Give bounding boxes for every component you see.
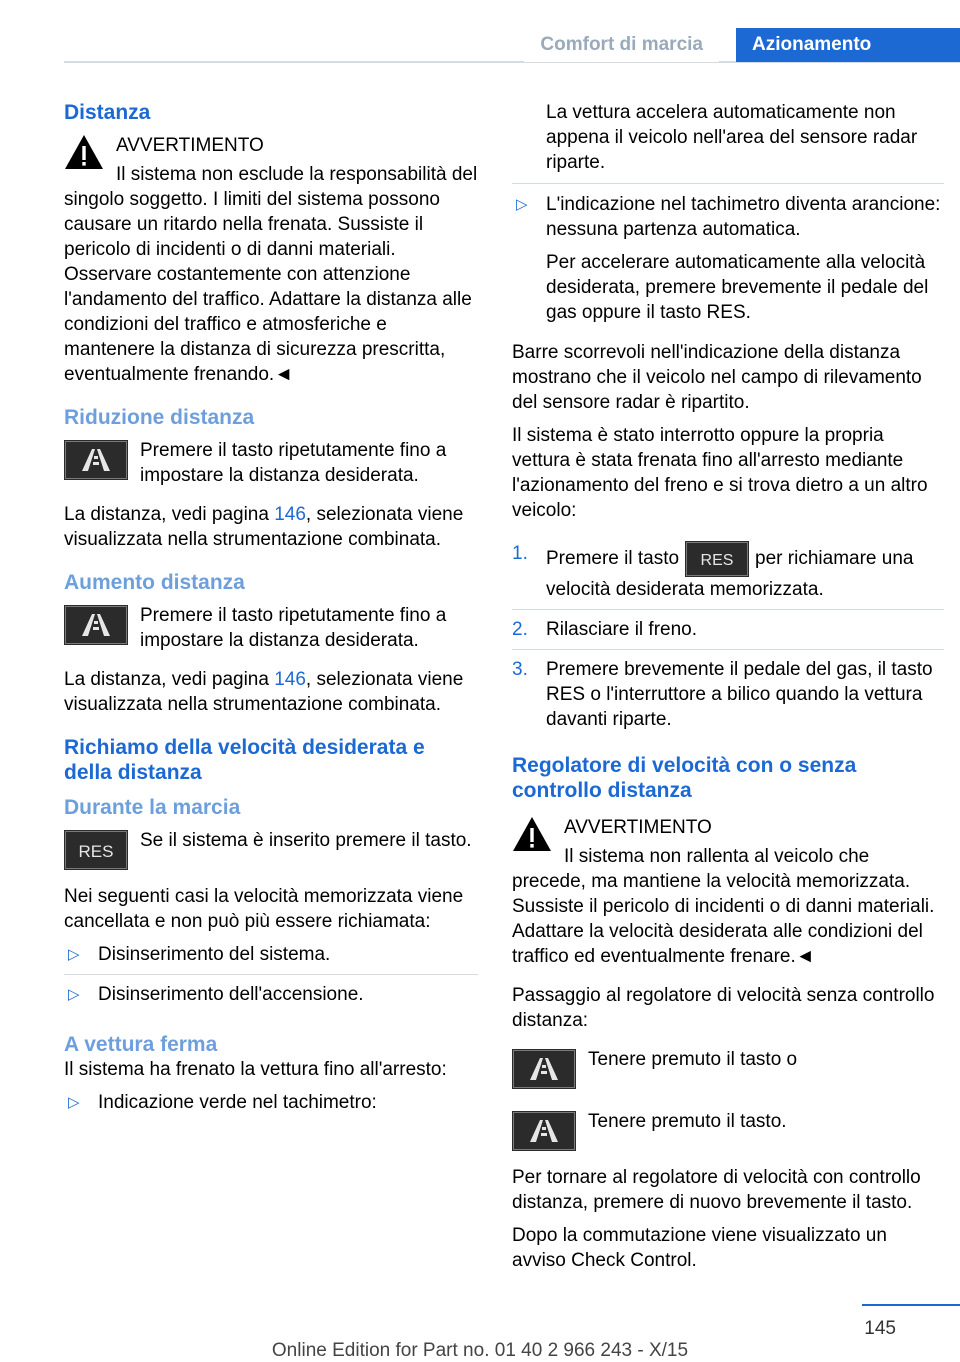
warning-block xyxy=(512,815,944,969)
step-text: per richiamare una velocità desiderata memorizzata. xyxy=(546,548,914,600)
warning-title: AVVERTIMENTO xyxy=(564,817,712,838)
heading-aumento: Aumento distanza xyxy=(64,571,245,594)
warning-title: AVVERTIMENTO xyxy=(116,135,264,156)
step-number: 1. xyxy=(512,543,528,564)
step-number: 2. xyxy=(512,619,528,640)
tenere-row-2 xyxy=(512,1109,944,1151)
res-button-label: RES xyxy=(78,842,114,861)
triangle-bullet-icon: ▷ xyxy=(516,196,528,213)
durante-text: Se il sistema è inserito premere il tasto. xyxy=(140,830,472,851)
steps-list xyxy=(512,541,944,739)
tachimetro-list xyxy=(512,192,944,332)
tenere-text-2: Tenere premuto il tasto. xyxy=(588,1111,787,1132)
warning-block xyxy=(64,133,478,387)
list-item-text: Indicazione verde nel tachimetro: xyxy=(98,1092,377,1113)
right-column xyxy=(512,100,944,1281)
distance-button-icon xyxy=(64,605,128,645)
heading-riduzione: Riduzione distanza xyxy=(64,406,255,429)
aumento-text: Premere il tasto ripetutamente fino a impostare la distanza desiderata. xyxy=(140,605,447,651)
aumento-note xyxy=(64,667,478,717)
triangle-bullet-icon: ▷ xyxy=(68,1094,80,1111)
page-link[interactable]: 146 xyxy=(274,669,306,690)
list-item xyxy=(512,617,944,650)
aumento-row xyxy=(64,603,478,653)
note-text: , selezionata viene visualizzata nella strumentazione combinata. xyxy=(64,504,464,550)
triangle-bullet-icon: ▷ xyxy=(68,946,80,963)
step-text: Rilasciare il freno. xyxy=(546,619,697,640)
interrotto-text: Il sistema è stato interrotto oppure la propria vettura è stata frenata fino all'arresto mediante l'azionamento del freno e si trova dietro a un altro veicolo: xyxy=(512,425,928,521)
page-link[interactable]: 146 xyxy=(274,504,306,525)
warning-icon xyxy=(512,815,552,855)
note-text: La distanza, vedi pagina xyxy=(64,504,275,525)
cases-intro: Nei seguenti casi la velocità memorizzata viene cancellata e non può più essere richiamata: xyxy=(64,886,464,932)
res-button-label: RES xyxy=(700,552,734,569)
note-text: La distanza, vedi pagina xyxy=(64,669,275,690)
triangle-bullet-icon: ▷ xyxy=(68,986,80,1003)
page-number: 145 xyxy=(864,1318,896,1339)
warning-text: Il sistema non rallenta al veicolo che precede, ma mantiene la velocità memorizzata. Sussiste il pericolo di incidenti o di danni materiali. Adattare la velocità desiderata alle condizioni del traffico ed eventualmente frenare.◄ xyxy=(512,846,935,967)
riduzione-note xyxy=(64,502,478,552)
step-text: Premere brevemente il pedale del gas, il tasto RES o l'interruttore a bilico quando la vettura davanti riparte. xyxy=(546,659,933,730)
heading-richiamo: Richiamo della velocità desiderata e della distanza xyxy=(64,736,425,784)
passaggio-text: Passaggio al regolatore di velocità senza controllo distanza: xyxy=(512,985,935,1031)
step-text: Premere il tasto xyxy=(546,548,680,570)
tenere-text-1: Tenere premuto il tasto o xyxy=(588,1049,798,1070)
list-item xyxy=(512,541,944,610)
res-button-icon xyxy=(685,541,749,577)
durante-row xyxy=(64,828,478,870)
left-column xyxy=(64,100,478,1130)
distance-button-icon xyxy=(512,1049,576,1089)
heading-ferma: A vettura ferma xyxy=(64,1033,218,1056)
list-item-subtext: Per accelerare automaticamente alla velocità desiderata, premere brevemente il pedale del gas oppure il tasto RES. xyxy=(546,252,929,323)
riduzione-row xyxy=(64,438,478,488)
riduzione-text: Premere il tasto ripetutamente fino a impostare la distanza desiderata. xyxy=(140,440,447,486)
distance-button-icon xyxy=(512,1111,576,1151)
ferma-text: Il sistema ha frenato la vettura fino all'arresto: xyxy=(64,1059,447,1080)
footer-edition: Online Edition for Part no. 01 40 2 966 243 - X/15 xyxy=(271,1340,689,1361)
list-item-text: Disinserimento dell'accensione. xyxy=(98,984,364,1005)
dopo-text: Dopo la commutazione viene visualizzato un avviso Check Control. xyxy=(512,1225,887,1271)
tenere-row-1 xyxy=(512,1047,944,1089)
warning-icon xyxy=(64,133,104,173)
footer-rule xyxy=(862,1304,960,1306)
barre-text: Barre scorrevoli nell'indicazione della distanza mostrano che il veicolo nel campo di rilevamento del sensore radar è ripartito. xyxy=(512,342,922,413)
list-item xyxy=(64,942,478,975)
header-tab-comfort[interactable]: Comfort di marcia xyxy=(524,28,719,62)
continued-text: La vettura accelera automaticamente non appena il veicolo nell'area del sensore radar riparte. xyxy=(512,100,944,184)
step-number: 3. xyxy=(512,659,528,680)
heading-regolatore: Regolatore di velocità con o senza controllo distanza xyxy=(512,754,857,802)
heading-durante: Durante la marcia xyxy=(64,796,241,819)
list-item xyxy=(64,1090,478,1122)
list-item-text: L'indicazione nel tachimetro diventa arancione: nessuna partenza automatica. xyxy=(546,194,941,240)
list-item xyxy=(512,657,944,739)
cases-list xyxy=(64,942,478,1014)
note-text: , selezionata viene visualizzata nella strumentazione combinata. xyxy=(64,669,464,715)
header-tab-azionamento[interactable]: Azionamento xyxy=(736,28,960,62)
distance-button-icon xyxy=(64,440,128,480)
res-button-icon xyxy=(64,830,128,870)
list-item-text: Disinserimento del sistema. xyxy=(98,944,331,965)
list-item xyxy=(64,982,478,1014)
warning-text: Il sistema non esclude la responsabilità del singolo soggetto. I limiti del sistema possono causare un ritardo nella frenata. Sussiste il pericolo di incidenti o di danni materiali. Osservare costantemente con attenzione l'andamento del traffico. Adattare la distanza alle condizioni del traffico e atmosferiche e mantenere la distanza di sicurezza prescritta, eventualmente frenando.◄ xyxy=(64,164,478,385)
list-item xyxy=(512,192,944,332)
tornare-text: Per tornare al regolatore di velocità con controllo distanza, premere di nuovo brevemente il tasto. xyxy=(512,1167,921,1213)
ferma-list xyxy=(64,1090,478,1122)
heading-distanza: Distanza xyxy=(64,101,151,124)
